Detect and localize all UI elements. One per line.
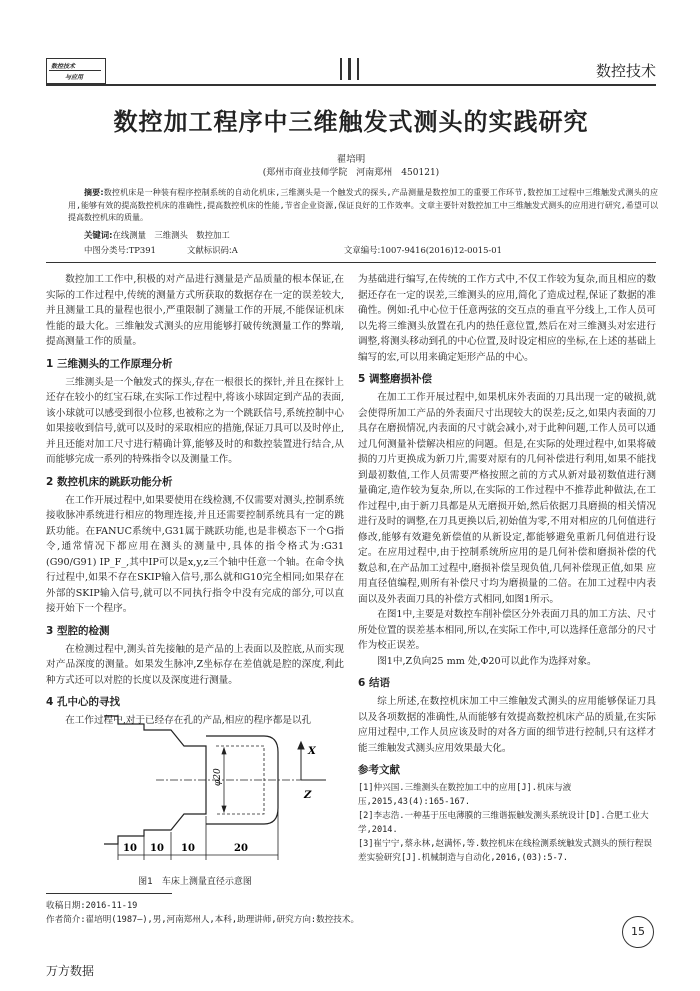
received-date: 收稿日期:2016-11-19 <box>46 901 138 911</box>
database-brand: 万方数据 <box>46 964 95 978</box>
logo-divider <box>49 70 101 71</box>
title-block-rule <box>46 262 656 263</box>
author: 翟培明 <box>336 154 366 165</box>
lathe-diameter-diagram <box>96 712 326 862</box>
axis-z-label: Z <box>304 790 312 801</box>
paragraph-2: 在工作开展过程中,如果要使用在线检测,不仅需要对测头,控制系统接收脉冲系统进行相应的物理连接,并且还需要控制系统具有一定的跳跃功能。在FANUC系统中,G31属于跳跃功能,也是非模态下一个G指令,通常情况下都应用在测头的测量中,具体的指令格式为:G31 (G90/G91) IP_F_,其中IP可以是x,y,z三个轴中任意一个轴。在命令执行过程中,如果不存在SKIP输入信号,那么就和G10完全相同;如果存在外部的SKIP输入信号,就可以不同执行指令中没有完成的部分,可以直接开始下一个程序。 <box>46 494 344 614</box>
references-title: 参考文献 <box>358 764 400 776</box>
article-title: 数控加工程序中三维触发式测头的实践研究 <box>113 108 589 136</box>
logo-line-2: 与应用 <box>65 74 84 81</box>
heading-6: 6 结语 <box>358 677 390 689</box>
article-value: 1007-9416(2016)12-0015-01 <box>380 245 502 255</box>
dimension-label: 10 <box>181 843 195 854</box>
heading-5: 5 调整磨损补偿 <box>358 373 432 385</box>
footer-rule <box>46 893 172 894</box>
keywords-label: 关键词: <box>84 230 113 240</box>
diameter-label: φ20 <box>213 768 223 786</box>
heading-1: 1 三维测头的工作原理分析 <box>46 357 173 370</box>
paragraph-7: 图1中,Z负向25 mm 处,Φ20可以此作为选择对象。 <box>377 655 597 667</box>
intro-paragraph: 数控加工工作中,积极的对产品进行测量是产品质量的根本保证,在实际的工作过程中,传统的测量方式所获取的数据存在一定的误差较大,并且测量工具的量程也很小,严重限制了测量工作的开展,不能保证机床性能的最大化。三维触发式测头的应用能够打破传统测量工作的弊端,提高测量工作的质量。 <box>46 274 344 347</box>
logo-line-1: 数控技术 <box>51 63 76 70</box>
header-bars <box>340 58 362 80</box>
author-bio: 作者简介:翟培明(1987—),男,河南郑州人,本科,助理讲师,研究方向:数控技术。 <box>46 915 360 925</box>
right-column <box>358 272 656 865</box>
keywords <box>84 229 644 241</box>
reference-item: [3]崔宁宁,蔡永林,赵满怀,等.数控机床在线检测系统触发式测头的预行程误差实验研究[J].机械制造与自动化,2016,(03):5-7. <box>358 839 653 863</box>
affiliation: (郑州市商业技师学院 河南郑州 450121) <box>262 168 440 178</box>
figure-1 <box>96 712 326 862</box>
cls-label: 中图分类号: <box>84 245 129 255</box>
keywords-text: 在线测量 三维测头 数控加工 <box>112 230 230 240</box>
paragraph-6: 在图1中,主要是对数控车削补偿区分外表面刀具的加工方法、尺寸所处位置的误差基本相同,所以,在实际工作中,可以选择任意部分的尺寸作为校正误差。 <box>358 609 656 651</box>
page-number: 15 <box>631 925 645 938</box>
reference-item: [1]仲兴国.三维测头在数控加工中的应用[J].机床与液压,2015,43(4):165-167. <box>358 783 572 807</box>
dimension-label: 10 <box>150 843 164 854</box>
paragraph-4: 在工作过程中,对于已经存在孔的产品,相应的程序都是以孔 <box>65 715 312 726</box>
page-number-badge <box>622 916 654 948</box>
abstract <box>68 187 658 225</box>
heading-3: 3 型腔的检测 <box>46 624 110 637</box>
abstract-label: 摘要: <box>84 188 104 197</box>
paragraph-3: 在检测过程中,测头首先接触的是产品的上表面以及腔底,从而实现对产品深度的测量。如果发生脉冲,Z坐标存在差值就是腔的深度,利此种方式还可以对腔的长度以及深度进行测量。 <box>46 643 344 686</box>
cls-value: TP391 <box>128 245 156 255</box>
dimension-label: 10 <box>123 843 137 854</box>
left-column <box>46 272 344 729</box>
heading-2: 2 数控机床的跳跃功能分析 <box>46 475 173 488</box>
paragraph-8: 综上所述,在数控机床加工中三维触发式测头的应用能够保证刀具以及各项数据的准确性,从而能够有效提高数控机床产品的质量,在实际应用过程中,工作人员应该及时的对各方面的细节进行控制,只有这样才能三维触发式测头应用效果最大化。 <box>358 696 656 754</box>
classification-row <box>84 244 664 256</box>
journal-logo <box>46 58 106 84</box>
figure-caption: 图1 车床上测量直径示意图 <box>138 877 252 887</box>
header-rule <box>46 84 656 86</box>
paragraph-continued: 为基础进行编写,在传统的工作方式中,不仅工作较为复杂,而且相应的数据还存在一定的误差,三维测头的应用,简化了造成过程,保证了数据的准确性。例如:孔中心位于任意两弦的交互点的垂直平分线上,工作人员可以先将三维测头放置在孔内的热任意位置,然后在对三维测头对宏进行调整,将测头移动到孔的中心位置,及时设定相应的坐标,在上述的基础上编写的宏,可以用来确定矩形产品的中心。 <box>358 274 656 363</box>
doc-value: A <box>231 245 238 255</box>
axis-x-label: X <box>308 746 316 757</box>
heading-4: 4 孔中心的寻找 <box>46 696 120 708</box>
paragraph-5: 在加工工作开展过程中,如果机床外表面的刀具出现一定的破损,就会使得所加工产品的外表面尺寸出现较大的误差;反之,如果内表面的刀具存在磨损情况,内表面的尺寸就会减小,对于此种问题,工作人员可以通过几何测量补偿解决相应的问题。但是,在实际的处理过程中,如果将破损的刀片更换成为新刀片,需要对原有的几何补偿进行利用,如果不能找到最初数值,工作人员需要严格按照之前的方式从新对最初数值进行测量确定,造作较为复杂,所以,在实际的工作过程中不推荐此种做法,在工作过程中,由于新刀具都是从无磨损开始,然后依据刀具磨损的相关情况进行及时的调整,在刀具更换以后,初始值为零,不用对相应的几何值进行修改,能够有效避免新偿值的从新设定,都能够避免重新几何值进行设定。在应用过程中,由于控制系统所应用的是几何补偿和磨损补偿的代数总和,在产品加工过程中,磨损补偿呈现负值,几何补偿现正值,如果 应用直径值编程,则所有补偿尺寸均为磨损量的二倍。在加工过程中内表面以及外表面刀具的补偿方式相同,如图1所示。 <box>358 392 656 605</box>
paragraph-1: 三维测头是一个触发式的探头,存在一根很长的探针,并且在探针上还存在较小的红宝石球,在实际工作过程中,将该小球固定到产品的表面,该小球就可以感受到很小位移,也被称之为一个跳跃信号,系统控制中心如果接收到信号,就可以及时的采取相应的措施,保证刀具可以及时停止,并且还能对加工尺寸进行精确计算,能够及时的和数控装置进行结合,从而能够完成一系列的特殊指令以及测量工作。 <box>46 376 344 465</box>
section-title: 数控技术 <box>595 62 656 80</box>
reference-item: [2]李志浩.一种基于压电薄膜的三维谐振触发测头系统设计[D].合肥工业大学,2014. <box>358 811 649 835</box>
doc-label: 文献标识码: <box>187 245 232 255</box>
dimension-label: 20 <box>234 843 248 854</box>
abstract-text: 数控机床是一种装有程序控制系统的自动化机床,三维测头是一个触发式的探头,产品测量是数控加工的重要工作环节,数控加工过程中三维触发式测头的应用,能够有效的提高数控机床的准确性,提高数控机床的性能,节省企业资源,保证良好的工作效率。文章主要针对数控加工中三维触发式测头的应用进行研究,希望可以提高数控机床的质量。 <box>68 188 658 222</box>
article-label: 文章编号: <box>344 245 381 255</box>
